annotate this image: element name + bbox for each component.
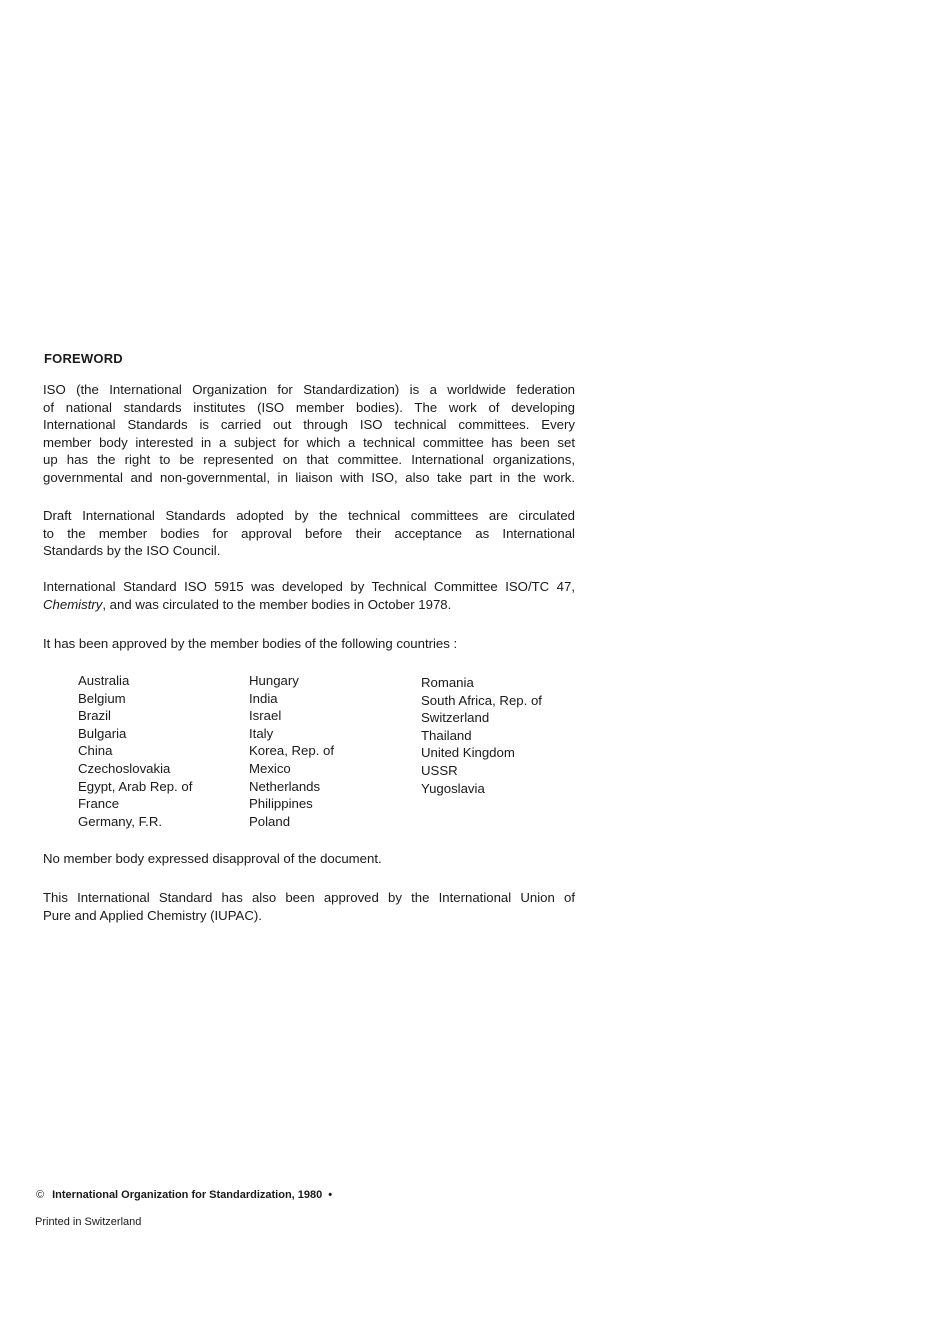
country-item: Netherlands [249, 778, 321, 794]
bullet-icon: • [328, 1189, 333, 1201]
country-item: Australia [78, 673, 130, 688]
country-item: Czechoslovakia [78, 760, 171, 776]
copyright-notice [36, 1189, 332, 1201]
country-item: South Africa, Rep. of [421, 692, 542, 708]
country-item: France [78, 796, 120, 812]
paragraph-line: International Standards is carried out through ISO technical committees. Every [43, 417, 575, 433]
printed-location: Printed in Switzerland [35, 1216, 142, 1228]
country-item: Bulgaria [78, 725, 127, 741]
country-item: Korea, Rep. of [249, 743, 335, 759]
country-item: USSR [421, 762, 458, 778]
foreword-paragraph-draft-standards [43, 507, 575, 560]
paragraph-line: Draft International Standards adopted by the technical committees are circulated [43, 508, 575, 523]
foreword-paragraph-no-disapproval [43, 850, 575, 868]
paragraph-line: to the member bodies for approval before their acceptance as International [43, 525, 575, 541]
foreword-paragraph-iupac [43, 889, 575, 924]
paragraph-line: Standards by the ISO Council. [43, 543, 221, 559]
committee-name-italic: Chemistry [43, 596, 103, 612]
copyright-icon: © [36, 1189, 45, 1201]
paragraph-line: International Standard ISO 5915 was developed by Technical Committee ISO/TC 47, [43, 579, 575, 594]
country-item: Romania [421, 675, 474, 690]
paragraph-line: member body interested in a subject for which a technical committee has been set [43, 434, 575, 450]
country-item: China [78, 743, 113, 759]
country-item: Germany, F.R. [78, 813, 163, 829]
country-item: Israel [249, 708, 282, 724]
foreword-heading: FOREWORD [44, 351, 123, 366]
foreword-paragraph-development [43, 578, 575, 613]
paragraph-line: of national standards institutes (ISO member bodies). The work of developing [43, 399, 575, 415]
country-item: Egypt, Arab Rep. of [78, 778, 193, 794]
country-item: United Kingdom [421, 745, 515, 761]
country-item: Brazil [78, 708, 111, 724]
countries-column-3 [421, 674, 542, 797]
paragraph-line: It has been approved by the member bodies of the following countries : [43, 636, 458, 651]
country-item: Hungary [249, 673, 299, 688]
country-item: Switzerland [421, 710, 490, 726]
paragraph-line: No member body expressed disapproval of the document. [43, 851, 382, 866]
country-item: Thailand [421, 727, 472, 743]
paragraph-line-rest: , and was circulated to the member bodies in October 1978. [102, 596, 452, 612]
country-item: Belgium [78, 690, 126, 706]
foreword-paragraph-approval [43, 635, 575, 653]
countries-column-2 [249, 672, 334, 830]
country-item: India [249, 690, 278, 706]
countries-column-1 [78, 672, 192, 830]
copyright-text: International Organization for Standardization, 1980 [52, 1189, 323, 1201]
country-item: Mexico [249, 760, 291, 776]
paragraph-line [43, 596, 575, 614]
paragraph-line: governmental and non-governmental, in liaison with ISO, also take part in the work. [43, 469, 575, 485]
country-item: Yugoslavia [421, 780, 485, 796]
foreword-paragraph-iso-intro [43, 381, 575, 487]
paragraph-line: Pure and Applied Chemistry (IUPAC). [43, 907, 262, 923]
paragraph-line: ISO (the International Organization for Standardization) is a worldwide federation [43, 382, 575, 397]
paragraph-line: This International Standard has also been approved by the International Union of [43, 890, 575, 905]
paragraph-line: up has the right to be represented on that committee. International organizations, [43, 452, 575, 468]
country-item: Poland [249, 813, 291, 829]
country-item: Philippines [249, 796, 313, 812]
country-item: Italy [249, 725, 274, 741]
